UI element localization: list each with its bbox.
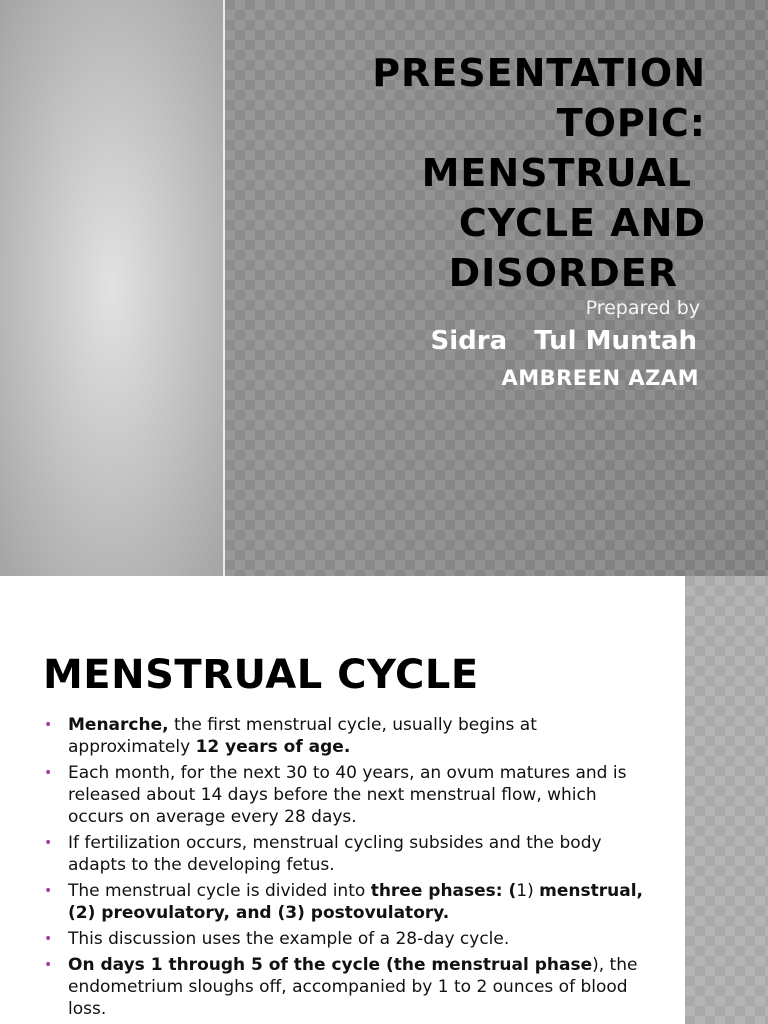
author-name: AMBREEN AZAM bbox=[501, 366, 699, 390]
title-line: TOPIC: bbox=[556, 101, 706, 145]
bullet-text: menstrual, (2) preovulatory, and (3) postovulatory. bbox=[68, 881, 643, 923]
gradient-panel bbox=[0, 0, 223, 576]
bullet-text: ), the endometrium sloughs off, accompanied by 1 to 2 ounces of blood loss. bbox=[68, 955, 638, 1019]
bullet-item bbox=[44, 762, 648, 828]
bullet-item bbox=[44, 954, 648, 1020]
bullet-text: This discussion uses the example of a 28-day cycle. bbox=[68, 929, 510, 949]
bullet-icon: • bbox=[44, 717, 53, 733]
bullet-list bbox=[44, 714, 648, 1024]
bullet-icon: • bbox=[44, 931, 53, 947]
bullet-text: Each month, for the next 30 to 40 years, an ovum matures and is released about 14 days before the next menstrual flow, which occurs on average every 28 days. bbox=[68, 763, 627, 827]
slide-heading: MENSTRUAL CYCLE bbox=[43, 652, 479, 698]
bullet-icon: • bbox=[44, 957, 53, 973]
bullet-icon: • bbox=[44, 765, 53, 781]
bullet-item bbox=[44, 714, 648, 758]
bullet-text: If fertilization occurs, menstrual cycling subsides and the body adapts to the developing fetus. bbox=[68, 833, 602, 875]
bullet-text: Menarche, bbox=[68, 715, 169, 735]
bullet-text: three phases: ( bbox=[370, 881, 517, 901]
bullet-text: The menstrual cycle is divided into bbox=[68, 881, 371, 901]
title-line: CYCLE AND bbox=[458, 201, 706, 245]
slide-menstrual-cycle bbox=[0, 576, 768, 1024]
bullet-item bbox=[44, 832, 648, 876]
bullet-icon: • bbox=[44, 835, 53, 851]
author-name: Sidra Tul Muntah bbox=[430, 326, 697, 356]
title-line: MENSTRUAL bbox=[421, 151, 692, 195]
prepared-by-label: Prepared by bbox=[585, 297, 700, 319]
bullet-text: On days 1 through 5 of the cycle (the menstrual phase bbox=[68, 955, 593, 975]
bullet-text: the first menstrual cycle, usually begins at approximately bbox=[68, 715, 537, 757]
bullet-item bbox=[44, 880, 648, 924]
bullet-text: 1) bbox=[516, 881, 540, 901]
bullet-text: 12 years of age. bbox=[195, 737, 351, 757]
bullet-item bbox=[44, 928, 648, 950]
presentation-title bbox=[286, 48, 706, 298]
bullet-icon: • bbox=[44, 883, 53, 899]
title-line: DISORDER bbox=[448, 251, 678, 295]
title-line: PRESENTATION bbox=[372, 51, 706, 95]
patterned-strip bbox=[685, 576, 768, 1024]
